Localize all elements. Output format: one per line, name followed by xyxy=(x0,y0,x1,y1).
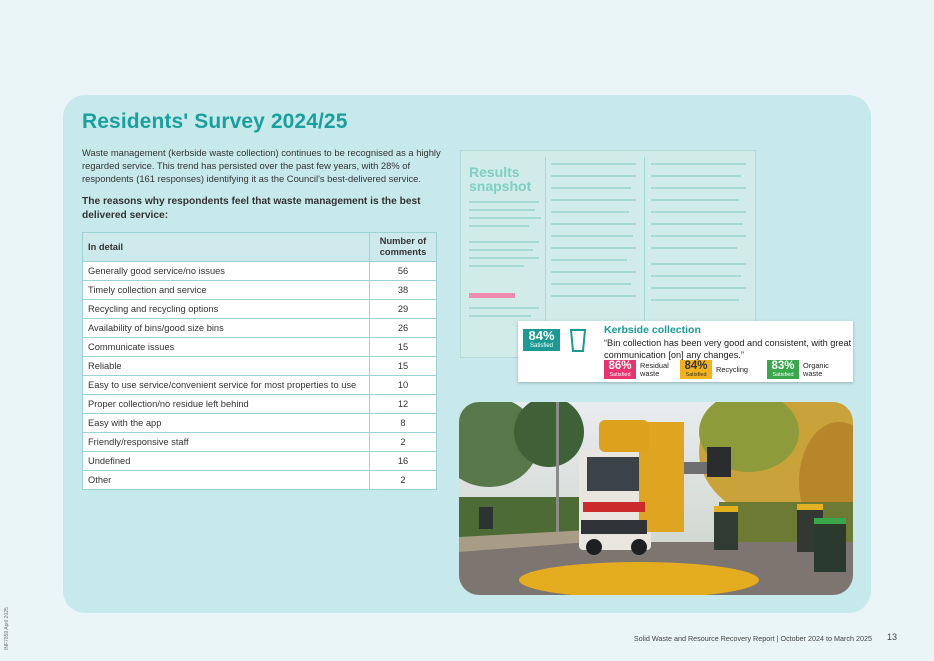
kerbside-percent: 84% xyxy=(528,328,555,343)
row-value: 10 xyxy=(370,376,437,395)
table-row xyxy=(83,433,437,452)
row-label: Easy with the app xyxy=(83,414,370,433)
row-label: Other xyxy=(83,471,370,490)
row-value: 2 xyxy=(370,433,437,452)
row-value: 29 xyxy=(370,300,437,319)
recycling-satisfied: Satisfied xyxy=(685,372,707,378)
snapshot-heading: Results snapshot xyxy=(469,164,532,194)
table-row xyxy=(83,395,437,414)
header-in-detail: In detail xyxy=(83,233,370,262)
row-value: 38 xyxy=(370,281,437,300)
snapshot-highlight-tag xyxy=(469,293,515,298)
header-number-of-comments: Number of comments xyxy=(370,233,437,262)
row-value: 8 xyxy=(370,414,437,433)
kerbside-satisfaction-badge xyxy=(523,329,560,351)
row-label: Timely collection and service xyxy=(83,281,370,300)
collection-truck-photo xyxy=(459,402,853,595)
table-row xyxy=(83,281,437,300)
row-value: 26 xyxy=(370,319,437,338)
comments-table xyxy=(82,232,437,490)
table-row xyxy=(83,262,437,281)
intro-paragraph: Waste management (kerbside waste collection) continues to be recognised as a highly regarded service. This trend has persisted over the past few years, with 28% of respondents (161 responses) identifying it as the Council's best-delivered service. xyxy=(82,147,441,185)
wheelie-bin-icon xyxy=(569,327,587,358)
row-label: Generally good service/no issues xyxy=(83,262,370,281)
table-row xyxy=(83,300,437,319)
document-code: INF7859 April 2025 xyxy=(4,607,10,650)
row-label: Friendly/responsive staff xyxy=(83,433,370,452)
organic-waste-label: Organic waste xyxy=(803,361,829,378)
residual-waste-badge xyxy=(604,360,636,379)
row-value: 15 xyxy=(370,338,437,357)
row-value: 16 xyxy=(370,452,437,471)
table-row xyxy=(83,471,437,490)
row-value: 12 xyxy=(370,395,437,414)
table-row xyxy=(83,452,437,471)
recycling-label: Recycling xyxy=(716,365,749,374)
row-label: Easy to use service/convenient service for most properties to use xyxy=(83,376,370,395)
row-value: 56 xyxy=(370,262,437,281)
organic-satisfied: Satisfied xyxy=(772,372,794,378)
organic-percent: 83% xyxy=(771,360,795,372)
page-number: 13 xyxy=(887,632,898,642)
residual-waste-label: Residual waste xyxy=(640,361,669,378)
table-row xyxy=(83,319,437,338)
row-label: Reliable xyxy=(83,357,370,376)
table-row xyxy=(83,414,437,433)
row-value: 15 xyxy=(370,357,437,376)
row-value: 2 xyxy=(370,471,437,490)
residual-satisfied: Satisfied xyxy=(609,372,631,378)
kerbside-title: Kerbside collection xyxy=(604,324,701,336)
footer-report-title: Solid Waste and Resource Recovery Report | October 2024 to March 2025 xyxy=(633,634,872,643)
kerbside-quote: “Bin collection has been very good and consistent, with great communication [on] any changes.” xyxy=(604,338,852,360)
organic-waste-badge xyxy=(767,360,799,379)
row-label: Availability of bins/good size bins xyxy=(83,319,370,338)
truck-street-image xyxy=(459,402,853,595)
table-header-row xyxy=(83,233,437,262)
row-label: Undefined xyxy=(83,452,370,471)
residual-percent: 86% xyxy=(608,360,632,372)
table-row xyxy=(83,376,437,395)
table-row xyxy=(83,338,437,357)
page-title: Residents' Survey 2024/25 xyxy=(82,110,348,133)
kerbside-satisfied-label: Satisfied xyxy=(529,343,553,349)
table-row xyxy=(83,357,437,376)
row-label: Proper collection/no residue left behind xyxy=(83,395,370,414)
row-label: Recycling and recycling options xyxy=(83,300,370,319)
row-label: Communicate issues xyxy=(83,338,370,357)
recycling-badge xyxy=(680,360,712,379)
recycling-percent: 84% xyxy=(684,360,708,372)
lead-paragraph: The reasons why respondents feel that waste management is the best delivered service: xyxy=(82,196,421,221)
